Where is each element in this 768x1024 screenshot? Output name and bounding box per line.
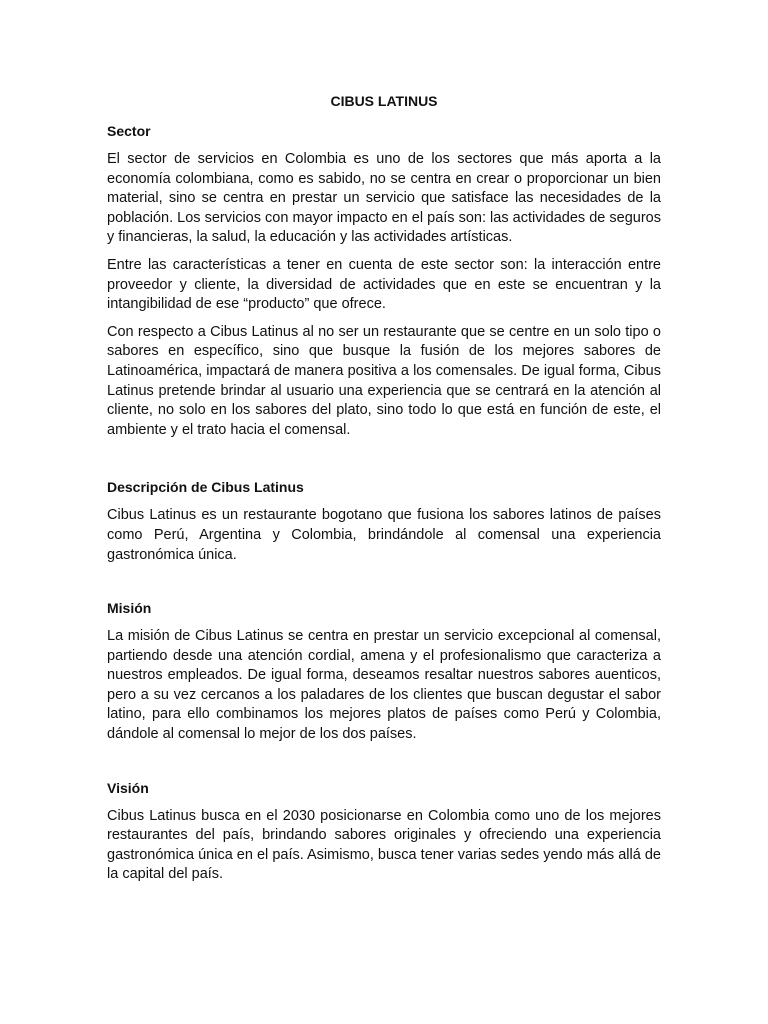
section-vision bbox=[107, 779, 661, 885]
paragraph-descripcion-1: Cibus Latinus es un restaurante bogotano que fusiona los sabores latinos de países como Perú, Argentina y Colombia, brindándole al comensal una experiencia gastronómica única. bbox=[107, 507, 661, 563]
section-heading-vision: Visión bbox=[107, 779, 149, 796]
section-spacer bbox=[107, 573, 661, 599]
paragraph-sector-2: Entre las características a tener en cuenta de este sector son: la interacción entre proveedor y cliente, la diversidad de actividades que en este se encuentran y la intangibilidad de ese “producto” que ofrece. bbox=[107, 256, 661, 313]
section-descripcion bbox=[107, 478, 661, 565]
section-mision bbox=[107, 599, 661, 745]
section-heading-mision: Misión bbox=[107, 600, 152, 617]
section-spacer bbox=[107, 753, 661, 779]
paragraph-sector-1: El sector de servicios en Colombia es uno de los sectores que más aporta a la economía colombiana, como es sabido, no se centra en crear o proporcionar un bien material, sino se centra en prestar un servicio que satisface las necesidades de la población. Los servicios con mayor impacto en el país son: las actividades de seguros y financieras, la salud, la educación y las actividades artísticas. bbox=[107, 151, 661, 246]
paragraph-mision-1: La misión de Cibus Latinus se centra en prestar un servicio excepcional al comensal, partiendo desde una atención cordial, amena y el profesionalismo que caracteriza a nuestros empleados. De igual forma, deseamos resaltar nuestros sabores auenticos, pero a su vez cercanos a los paladares de los clientes que buscan degustar el sabor latino, para ello combinamos los mejores platos de países como Perú y Colombia, dándole al comensal lo mejor de los dos países. bbox=[107, 628, 661, 743]
section-heading-sector: Sector bbox=[107, 123, 151, 139]
section-spacer bbox=[107, 448, 661, 478]
document-page bbox=[107, 92, 661, 893]
paragraph-vision-1: Cibus Latinus busca en el 2030 posicionarse en Colombia como uno de los mejores restaurantes del país, brindando sabores originales y ofreciendo una experiencia gastronómica única en el país. Asimismo, busca tener varias sedes yendo más allá de la capital del país. bbox=[107, 807, 661, 883]
section-sector bbox=[107, 122, 661, 440]
paragraph-sector-3: Con respecto a Cibus Latinus al no ser un restaurante que se centre en un solo tipo o sabores en específico, sino que busque la fusión de los mejores sabores de Latinoamérica, impactará de manera positiva a los comensales. De igual forma, Cibus Latinus pretende brindar al usuario una experiencia que se centrará en la atención al cliente, no solo en los sabores del plato, sino todo lo que está en función de este, el ambiente y el trato hacia el comensal. bbox=[107, 323, 661, 438]
section-heading-descripcion: Descripción de Cibus Latinus bbox=[107, 479, 304, 496]
document-title: CIBUS LATINUS bbox=[330, 93, 438, 109]
